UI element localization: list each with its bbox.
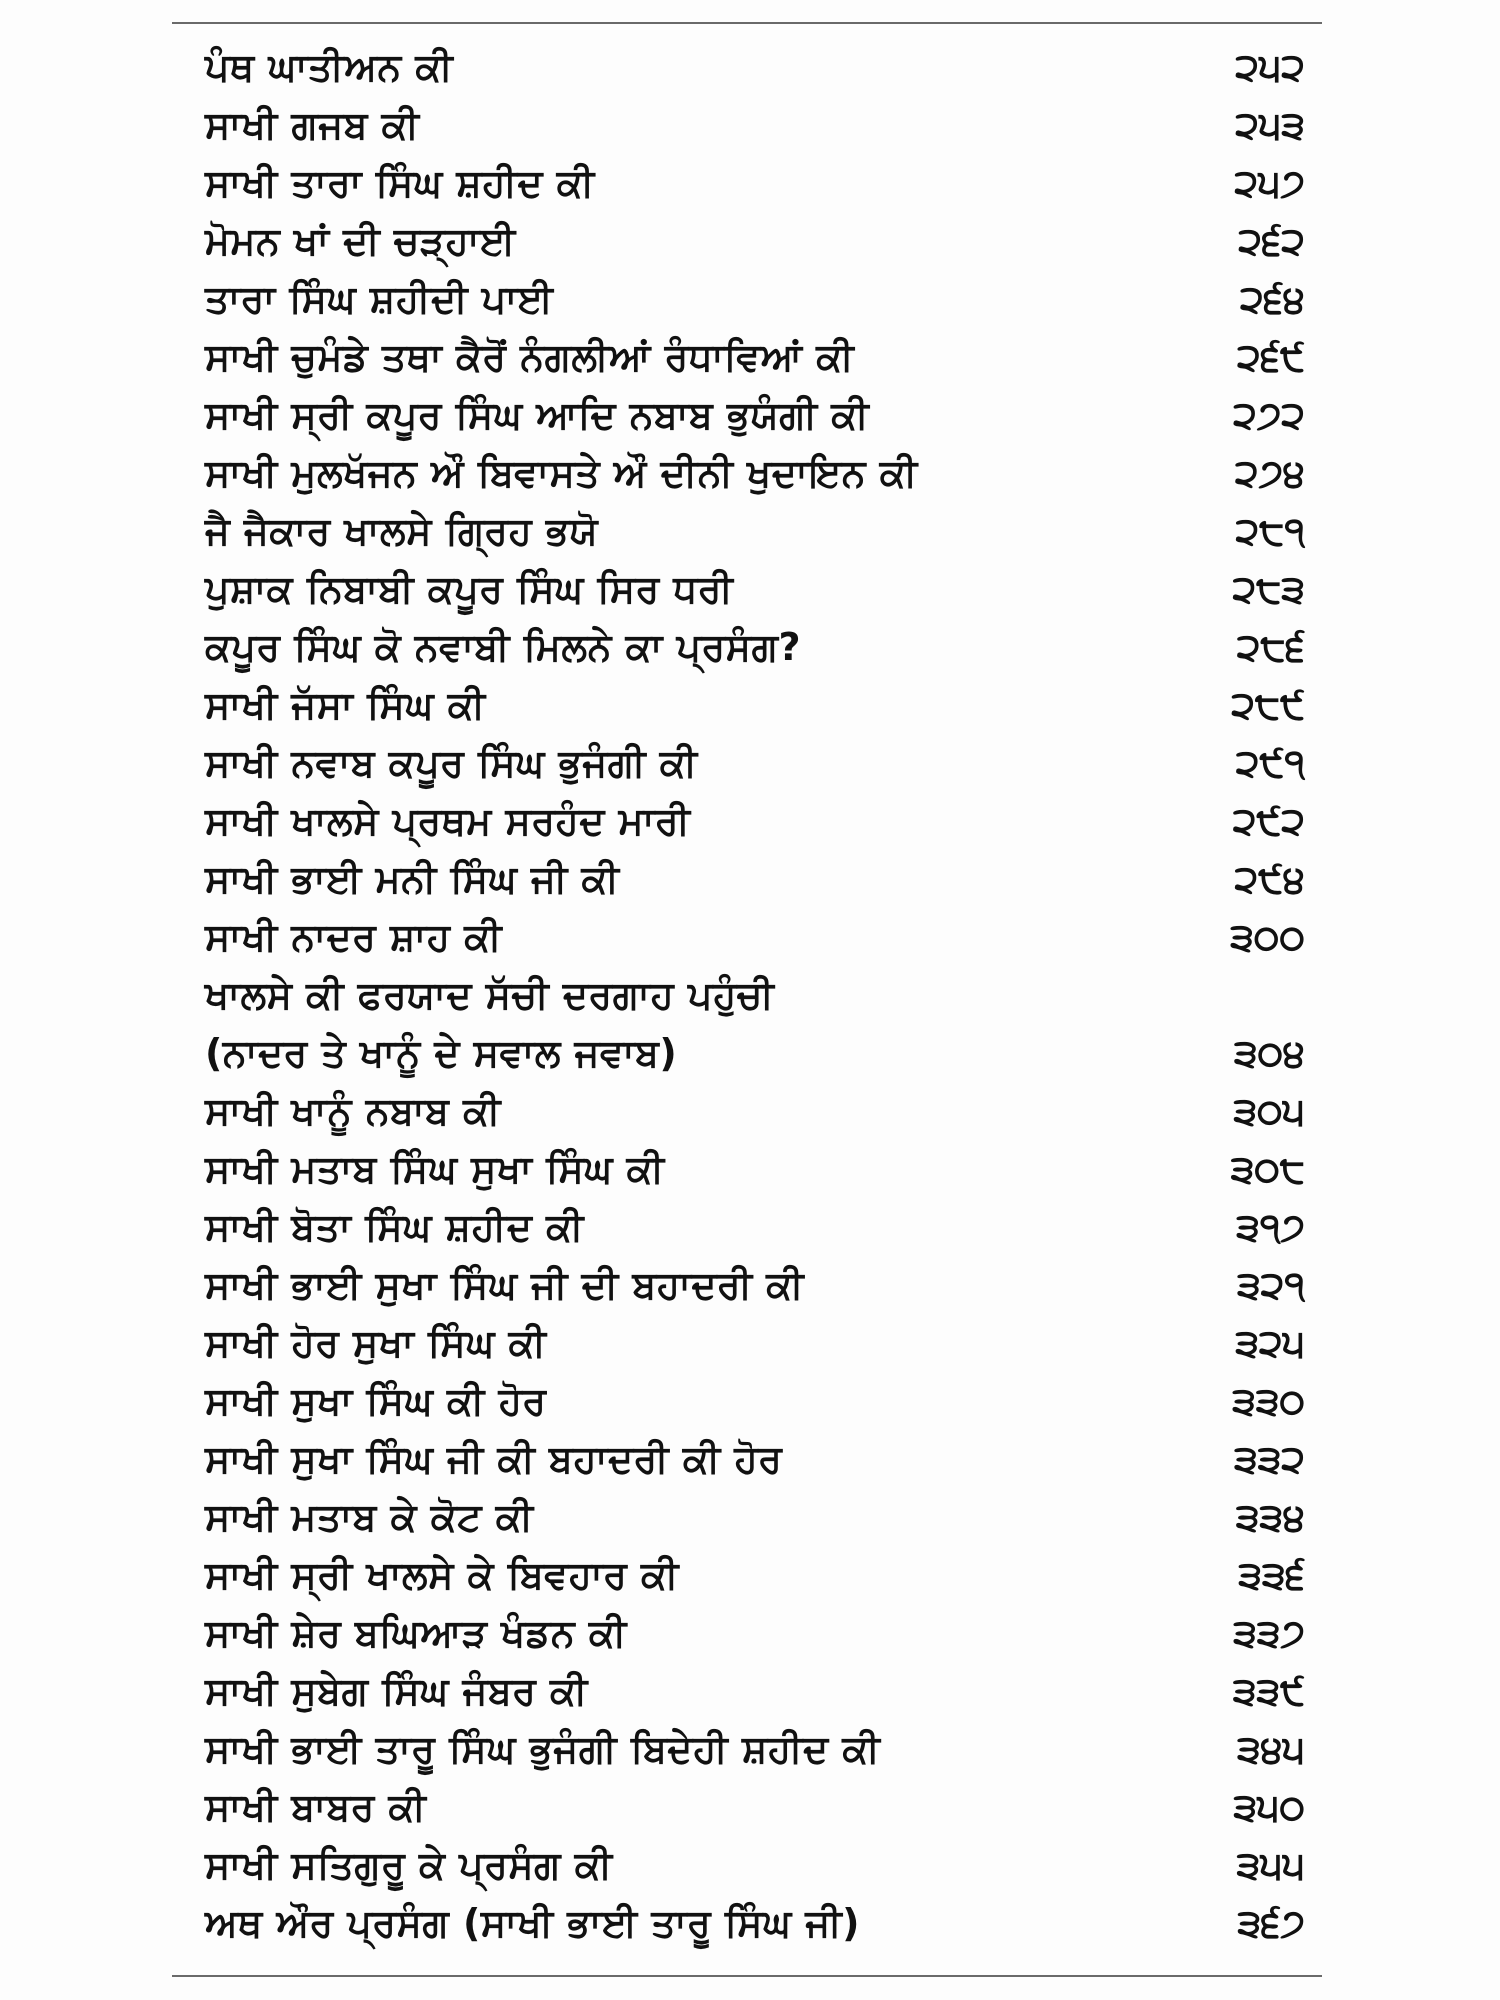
toc-entry — [205, 908, 1305, 966]
toc-entry-page-number: ੨੯੨ — [1232, 799, 1305, 843]
toc-entry-title: ਅਥ ਔਰ ਪ੍ਰਸੰਗ (ਸਾਖੀ ਭਾਈ ਤਾਰੂ ਸਿੰਘ ਜੀ) — [205, 1901, 861, 1945]
toc-entry — [205, 1372, 1305, 1430]
toc-entry-page-number: ੩੩੭ — [1233, 1611, 1305, 1655]
toc-entry-page-number: ੩੩੯ — [1232, 1669, 1305, 1713]
toc-entry-title: ਸਾਖੀ ਭਾਈ ਸੁਖਾ ਸਿੰਘ ਜੀ ਦੀ ਬਹਾਦਰੀ ਕੀ — [205, 1263, 805, 1307]
toc-entry-page-number: ੨੫੨ — [1235, 45, 1305, 89]
toc-entry-title: ਸਾਖੀ ਖਾਲਸੇ ਪ੍ਰਥਮ ਸਰਹੰਦ ਮਾਰੀ — [205, 799, 691, 843]
toc-entry-title: ਸਾਖੀ ਨਾਦਰ ਸ਼ਾਹ ਕੀ — [205, 915, 503, 959]
toc-entry-title: ਸਾਖੀ ਗਜਬ ਕੀ — [205, 103, 420, 147]
toc-entry — [205, 966, 1305, 1024]
toc-entry — [205, 444, 1305, 502]
toc-entry-title: ਸਾਖੀ ਜੱਸਾ ਸਿੰਘ ਕੀ — [205, 683, 486, 727]
toc-entry-title: ਸਾਖੀ ਖਾਨੂੰ ਨਬਾਬ ਕੀ — [205, 1089, 501, 1133]
toc-entry-title: ਸਾਖੀ ਮਤਾਬ ਕੇ ਕੋਟ ਕੀ — [205, 1495, 534, 1539]
toc-entry — [205, 212, 1305, 270]
toc-entry-page-number: ੨੮੧ — [1235, 509, 1305, 553]
toc-entry — [205, 154, 1305, 212]
toc-entry — [205, 1430, 1305, 1488]
toc-entry-title: ਸਾਖੀ ਸ਼ੇਰ ਬਘਿਆੜ ਖੰਡਨ ਕੀ — [205, 1611, 627, 1655]
toc-entry — [205, 618, 1305, 676]
toc-entry — [205, 676, 1305, 734]
toc-entry-title: ਕਪੂਰ ਸਿੰਘ ਕੋ ਨਵਾਬੀ ਮਿਲਨੇ ਕਾ ਪ੍ਰਸੰਗ? — [205, 625, 801, 669]
toc-entry — [205, 1314, 1305, 1372]
toc-entry — [205, 734, 1305, 792]
toc-entry — [205, 96, 1305, 154]
toc-entry — [205, 1836, 1305, 1894]
toc-entry-page-number: ੨੬੨ — [1238, 219, 1305, 263]
toc-entry-title: ਖਾਲਸੇ ਕੀ ਫਰਯਾਦ ਸੱਚੀ ਦਰਗਾਹ ਪਹੁੰਚੀ — [205, 973, 775, 1017]
toc-entry-page-number: ੩੧੭ — [1236, 1205, 1305, 1249]
toc-entry-page-number: ੩੫੫ — [1236, 1843, 1305, 1887]
toc-entry — [205, 386, 1305, 444]
toc-entry-title: ਸਾਖੀ ਮਤਾਬ ਸਿੰਘ ਸੁਖਾ ਸਿੰਘ ਕੀ — [205, 1147, 665, 1191]
toc-entry-page-number: ੩੦੮ — [1230, 1147, 1305, 1191]
toc-entry — [205, 1662, 1305, 1720]
toc-entry-title: ਸਾਖੀ ਸ੍ਰੀ ਕਪੂਰ ਸਿੰਘ ਆਦਿ ਨਬਾਬ ਭੁਯੰਗੀ ਕੀ — [205, 393, 870, 437]
toc-entry-title: ਸਾਖੀ ਭਾਈ ਮਨੀ ਸਿੰਘ ਜੀ ਕੀ — [205, 857, 620, 901]
toc-entry-page-number: ੩੩੦ — [1232, 1379, 1305, 1423]
toc-entry-title: ਸਾਖੀ ਤਾਰਾ ਸਿੰਘ ਸ਼ਹੀਦ ਕੀ — [205, 161, 595, 205]
toc-entry — [205, 1198, 1305, 1256]
toc-entry-page-number: ੩੫੦ — [1233, 1785, 1305, 1829]
toc-entry-page-number: ੩੦੫ — [1233, 1089, 1305, 1133]
toc-entry-page-number: ੨੫੩ — [1235, 103, 1305, 147]
toc-entry-page-number: ੩੩੨ — [1234, 1437, 1305, 1481]
toc-entry-page-number: ੨੯੧ — [1235, 741, 1305, 785]
toc-entry-page-number: ੨੬੯ — [1237, 335, 1305, 379]
toc-entry — [205, 850, 1305, 908]
toc-entry-page-number: ੨੫੭ — [1234, 161, 1305, 205]
toc-entry-page-number: ੩੦੦ — [1230, 915, 1305, 959]
toc-entry-title: ਪੰਥ ਘਾਤੀਅਨ ਕੀ — [205, 45, 454, 89]
toc-entry-title: ਜੈ ਜੈਕਾਰ ਖਾਲਸੇ ਗ੍ਰਿਹ ਭਯੋ — [205, 509, 599, 553]
toc-entry-title: ਸਾਖੀ ਮੁਲਖੱਜਨ ਔ ਬਿਵਾਸਤੇ ਔ ਦੀਨੀ ਖੁਦਾਇਨ ਕੀ — [205, 451, 918, 495]
toc-entry-title: ਸਾਖੀ ਨਵਾਬ ਕਪੂਰ ਸਿੰਘ ਭੁਜੰਗੀ ਕੀ — [205, 741, 698, 785]
toc-entry-title: ਸਾਖੀ ਭਾਈ ਤਾਰੂ ਸਿੰਘ ਭੁਜੰਗੀ ਬਿਦੇਹੀ ਸ਼ਹੀਦ ਕੀ — [205, 1727, 881, 1771]
toc-entry — [205, 1778, 1305, 1836]
toc-entry-title: ਸਾਖੀ ਚੁਮੰਡੇ ਤਥਾ ਕੈਰੋਂ ਨੰਗਲੀਆਂ ਰੰਧਾਵਿਆਂ ਕੀ — [205, 335, 855, 379]
bottom-rule — [172, 1975, 1322, 1977]
toc-entry-title: ਸਾਖੀ ਬੋਤਾ ਸਿੰਘ ਸ਼ਹੀਦ ਕੀ — [205, 1205, 584, 1249]
toc-entry-page-number: ੨੯੪ — [1234, 857, 1305, 901]
toc-entry-page-number: ੩੨੧ — [1237, 1263, 1305, 1307]
toc-entry-page-number: ੩੦੪ — [1233, 1031, 1305, 1075]
toc-entry-page-number: ੩੩੪ — [1235, 1495, 1305, 1539]
toc-entry-title: ਸਾਖੀ ਸੁਬੇਗ ਸਿੰਘ ਜੰਬਰ ਕੀ — [205, 1669, 588, 1713]
toc-entry — [205, 328, 1305, 386]
toc-entry — [205, 502, 1305, 560]
toc-entry-title: ਸਾਖੀ ਸੁਖਾ ਸਿੰਘ ਜੀ ਕੀ ਬਹਾਦਰੀ ਕੀ ਹੋਰ — [205, 1437, 783, 1481]
toc-entry-page-number: ੨੭੪ — [1234, 451, 1305, 495]
toc-entry-page-number: ੩੩੬ — [1238, 1553, 1305, 1597]
toc-entry — [205, 1720, 1305, 1778]
toc-entry-title: ਸਾਖੀ ਬਾਬਰ ਕੀ — [205, 1785, 427, 1829]
toc-entry-title: ਸਾਖੀ ਸੁਖਾ ਸਿੰਘ ਕੀ ਹੋਰ — [205, 1379, 547, 1423]
toc-entry-page-number: ੨੮੩ — [1232, 567, 1305, 611]
toc-entry-page-number: ੩੪੫ — [1237, 1727, 1305, 1771]
toc-entry — [205, 1256, 1305, 1314]
toc-entry-page-number: ੩੬੭ — [1237, 1901, 1305, 1945]
toc-entry — [205, 270, 1305, 328]
toc-entry — [205, 1488, 1305, 1546]
toc-entry-title: ਸਾਖੀ ਸ੍ਰੀ ਖਾਲਸੇ ਕੇ ਬਿਵਹਾਰ ਕੀ — [205, 1553, 679, 1597]
toc-entry — [205, 38, 1305, 96]
top-rule — [172, 22, 1322, 24]
toc-entry-title: ਮੋਮਨ ਖਾਂ ਦੀ ਚੜ੍ਹਾਈ — [205, 219, 516, 263]
toc-entry-title: ਸਾਖੀ ਸਤਿਗੁਰੂ ਕੇ ਪ੍ਰਸੰਗ ਕੀ — [205, 1843, 613, 1887]
toc-entry-page-number: ੨੮੯ — [1231, 683, 1305, 727]
toc-entry-title: ਤਾਰਾ ਸਿੰਘ ਸ਼ਹੀਦੀ ਪਾਈ — [205, 277, 554, 321]
toc-entry — [205, 1024, 1305, 1082]
toc-entry-page-number: ੨੭੨ — [1233, 393, 1305, 437]
toc-entry — [205, 1546, 1305, 1604]
toc-entry — [205, 792, 1305, 850]
toc-entry-page-number: ੨੮੬ — [1236, 625, 1305, 669]
toc-entry-title: ਸਾਖੀ ਹੋਰ ਸੁਖਾ ਸਿੰਘ ਕੀ — [205, 1321, 547, 1365]
toc-entry-title: (ਨਾਦਰ ਤੇ ਖਾਨੂੰ ਦੇ ਸਵਾਲ ਜਵਾਬ) — [205, 1031, 678, 1075]
toc-entry — [205, 1894, 1305, 1952]
table-of-contents — [205, 38, 1305, 1952]
toc-entry-title: ਪੁਸ਼ਾਕ ਨਿਬਾਬੀ ਕਪੂਰ ਸਿੰਘ ਸਿਰ ਧਰੀ — [205, 567, 734, 611]
toc-entry-page-number: ੩੨੫ — [1235, 1321, 1305, 1365]
toc-entry — [205, 1082, 1305, 1140]
toc-entry-page-number: ੨੬੪ — [1240, 277, 1305, 321]
toc-entry — [205, 1604, 1305, 1662]
toc-entry — [205, 1140, 1305, 1198]
toc-entry — [205, 560, 1305, 618]
